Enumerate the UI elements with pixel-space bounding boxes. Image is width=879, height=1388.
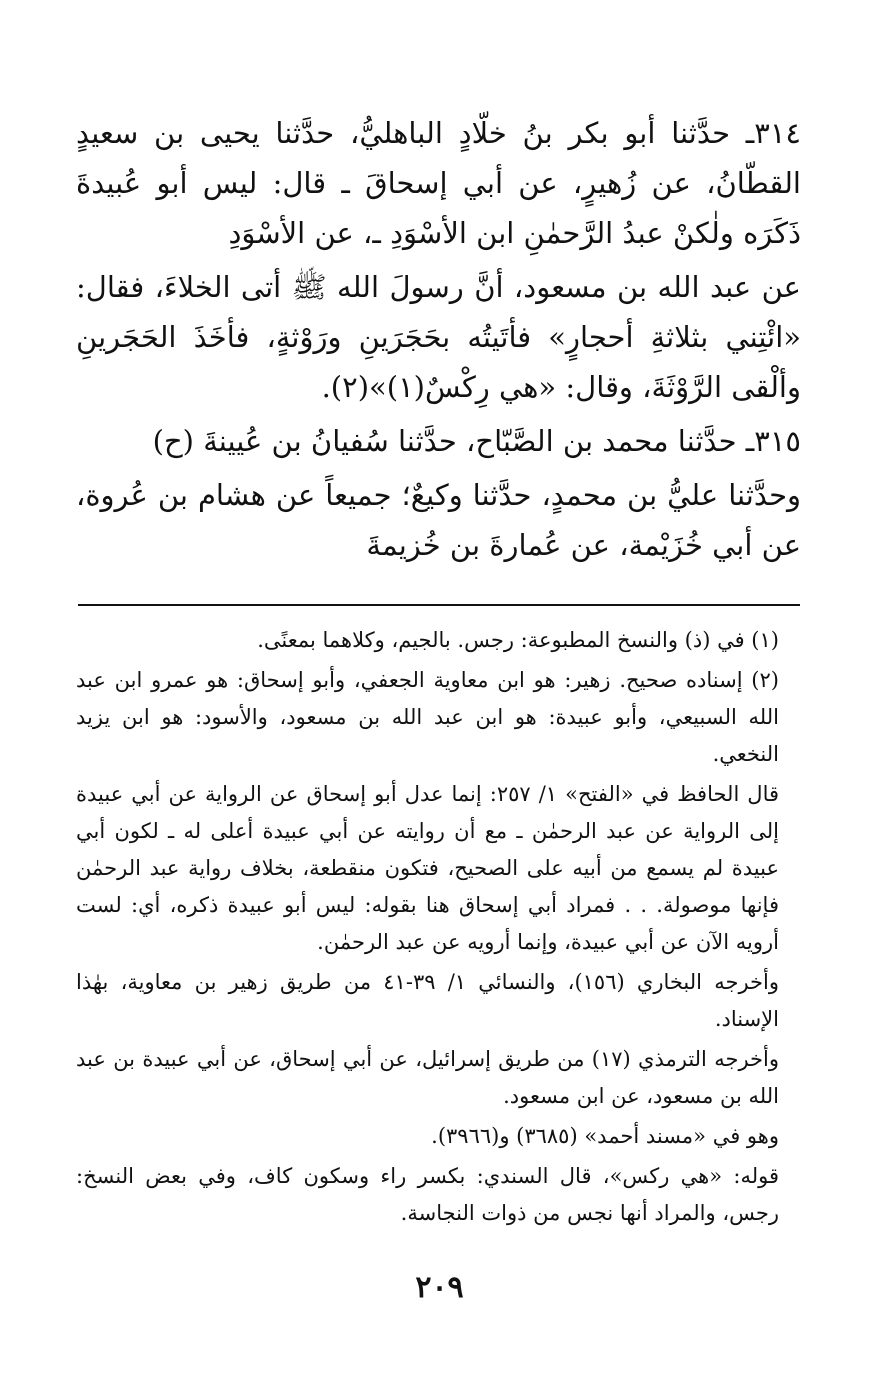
page-number: ٢٠٩	[415, 1270, 464, 1305]
hadith-315-chain-b: وحدَّثنا عليُّ بن محمدٍ، حدَّثنا وكيعٌ؛ جميعاً عن هشام بن عُروة، عن أبي خُزَيْمة، عن عُمارةَ بن خُزيمةَ	[76, 478, 801, 562]
footnotes	[76, 622, 801, 1232]
footnote-1: (١) في (ذ) والنسخ المطبوعة: رجس. بالجيم، وكلاهما بمعنًى.	[257, 628, 779, 652]
footnote-2-bukhari: وأخرجه البخاري (١٥٦)، والنسائي ١/ ٣٩-٤١ من طريق زهير بن معاوية، بهٰذا الإسناد.	[76, 970, 779, 1031]
hadith-314-chain: ٣١٤ـ حدَّثنا أبو بكر بنُ خلّادٍ الباهليُّ، حدَّثنا يحيى بن سعيدٍ القطّانُ، عن زُهيرٍ، عن أبي إسحاقَ ـ قال: ليس أبو عُبيدةَ ذَكَرَه ولٰكنْ عبدُ الرَّحمٰنِ ابن الأسْوَدِ ـ، عن الأسْوَدِ	[76, 116, 801, 250]
footnote-2: (٢) إسناده صحيح. زهير: هو ابن معاوية الجعفي، وأبو إسحاق: هو عمرو ابن عبد الله السبيعي، وأبو عبيدة: هو ابن عبد الله بن مسعود، والأسود: هو ابن يزيد النخعي.	[76, 668, 779, 766]
footnote-2-fath: قال الحافظ في «الفتح» ١/ ٢٥٧: إنما عدل أبو إسحاق عن الرواية عن أبي عبيدة إلى الرواية عن عبد الرحمٰن ـ مع أن روايته عن أبي عبيدة أعلى له ـ لكون أبي عبيدة لم يسمع من أبيه على الصحيح، فتكون منقطعة، بخلاف رواية عبد الرحمٰن فإنها موصولة. . . فمراد أبي إسحاق هنا بقوله: ليس أبو عبيدة ذكره، أي: لست أرويه الآن عن أبي عبيدة، وإنما أرويه عن عبد الرحمٰن.	[76, 782, 779, 954]
hadith-314-matn: عن عبد الله بن مسعود، أنَّ رسولَ الله ﷺ أتى الخلاءَ، فقال: «ائْتِني بثلاثةِ أحجارٍ» فأتَيتُه بحَجَرَينِ ورَوْثةٍ، فأخَذَ الحَجَرينِ وألْقى الرَّوْثَةَ، وقال: «هي رِكْسٌ(١)»(٢).	[76, 270, 801, 404]
footnote-separator	[78, 604, 800, 606]
footnote-2-ahmad: وهو في «مسند أحمد» (٣٦٨٥) و(٣٩٦٦).	[431, 1124, 779, 1148]
hadith-315-chain-a: ٣١٥ـ حدَّثنا محمد بن الصَّبّاح، حدَّثنا سُفيانُ بن عُيينةَ (ح)	[152, 424, 801, 458]
footnote-2-tirmidhi: وأخرجه الترمذي (١٧) من طريق إسرائيل، عن أبي إسحاق، عن أبي عبيدة بن عبد الله بن مسعود، عن ابن مسعود.	[76, 1047, 779, 1108]
footnote-2-sindi: قوله: «هي ركس»، قال السندي: بكسر راء وسكون كاف، وفي بعض النسخ: رجس، والمراد أنها نجس من ذوات النجاسة.	[76, 1164, 779, 1225]
hadith-text	[76, 108, 801, 570]
